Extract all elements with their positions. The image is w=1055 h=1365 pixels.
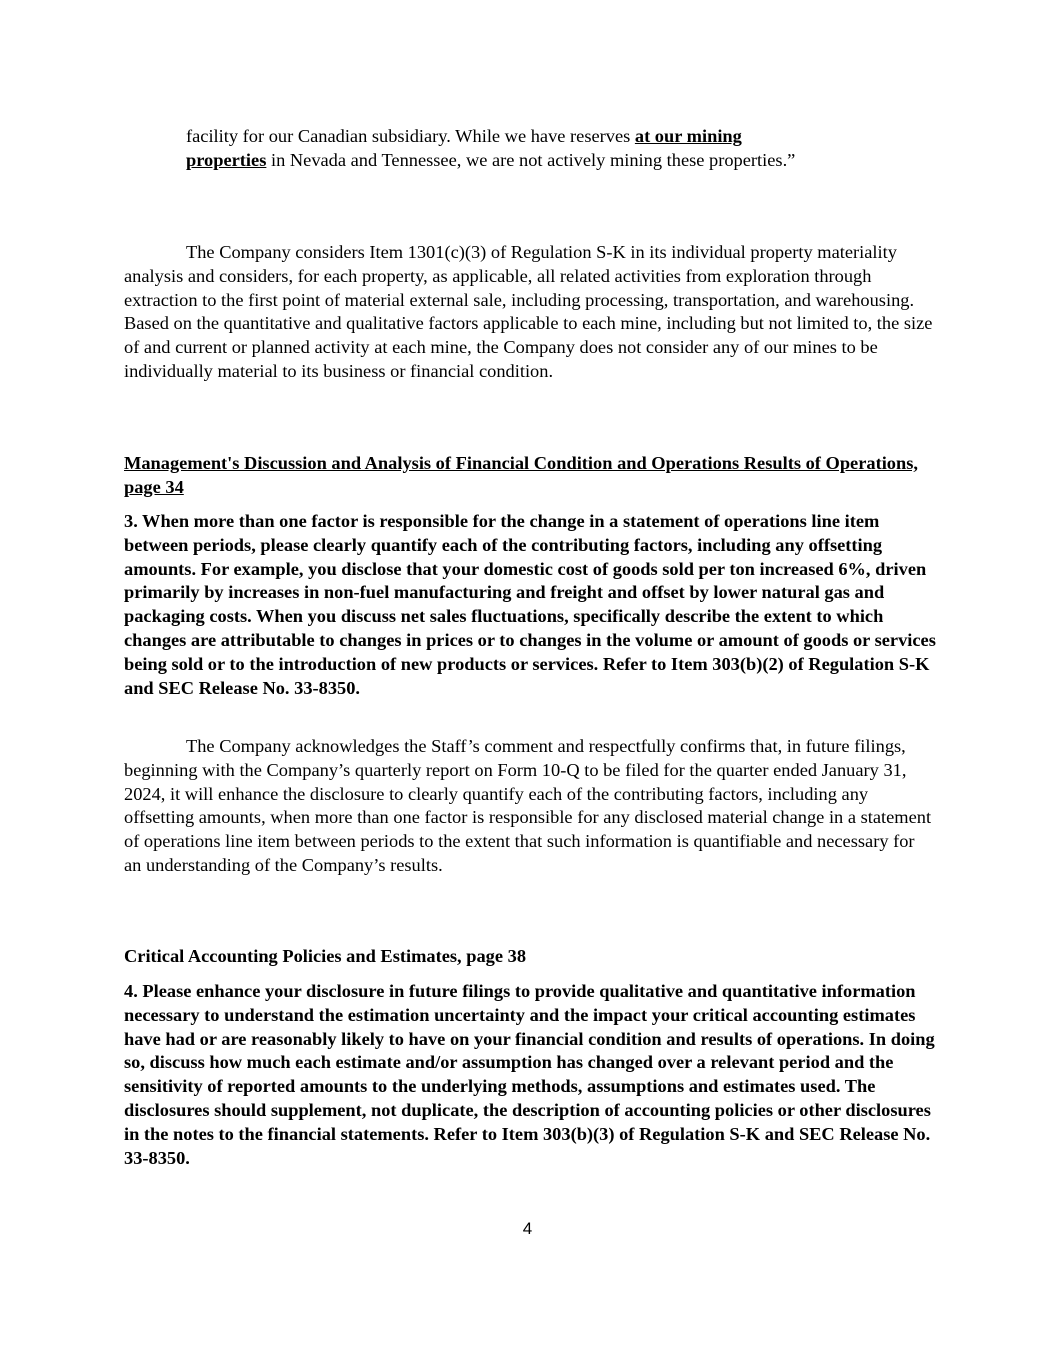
- staff-comment-3: 3. When more than one factor is responsible for the change in a statement of operations line item between periods, please clearly quantify each of the contributing factors, including any offsetting amounts. For example, you disclose that your domestic cost of goods sold per ton increased 6%, driven primarily by increases in non-fuel manufacturing and freight and offset by lower natural gas and packaging costs. When you discuss net sales fluctuations, specifically describe the extent to which changes are attributable to changes in prices or to changes in the volume or amount of goods or services being sold or to the introduction of new products or services. Refer to Item 303(b)(2) of Regulation S-K and SEC Release No. 33-8350.: [124, 511, 936, 698]
- quote-text-start: facility for our Canadian subsidiary. While we have reserves: [186, 126, 635, 146]
- paragraph-item-1301: The Company considers Item 1301(c)(3) of Regulation S-K in its individual property materiality analysis and considers, for each property, as applicable, all related activities from exploration through extraction to the first point of material external sale, including processing, transportation, and warehousing. Based on the quantitative and qualitative factors applicable to each mine, including but not limited to, the size of and current or planned activity at each mine, the Company does not consider any of our mines to be individually material to its business or financial condition.: [124, 242, 933, 381]
- quoted-disclosure: [186, 125, 826, 173]
- section-heading-mdna: Management's Discussion and Analysis of Financial Condition and Operations Results of Operations, page 34: [124, 453, 918, 497]
- section-heading-critical-accounting: Critical Accounting Policies and Estimates, page 38: [124, 946, 527, 966]
- page-number: 4: [522, 1219, 533, 1238]
- quote-emphasis-link: at our mining properties: [186, 126, 742, 170]
- company-response-3: The Company acknowledges the Staff’s comment and respectfully confirms that, in future filings, beginning with the Company’s quarterly report on Form 10-Q to be filed for the quarter ended January 31, 2024, it will enhance the disclosure to clearly quantify each of the contributing factors, including any offsetting amounts, when more than one factor is responsible for any disclosed material change in a statement of operations line item between periods to the extent that such information is quantifiable and necessary for an understanding of the Company’s results.: [124, 736, 932, 875]
- staff-comment-4: 4. Please enhance your disclosure in future filings to provide qualitative and quantitative information necessary to understand the estimation uncertainty and the impact your critical accounting estimates have had or are reasonably likely to have on your financial condition and results of operations. In doing so, discuss how much each estimate and/or assumption has changed over a relevant period and the sensitivity of reported amounts to the underlying methods, assumptions and estimates used. The disclosures should supplement, not duplicate, the description of accounting policies or other disclosures in the notes to the financial statements. Refer to Item 303(b)(3) of Regulation S-K and SEC Release No. 33-8350.: [124, 981, 935, 1168]
- quote-text-end: in Nevada and Tennessee, we are not actively mining these properties.”: [266, 149, 796, 170]
